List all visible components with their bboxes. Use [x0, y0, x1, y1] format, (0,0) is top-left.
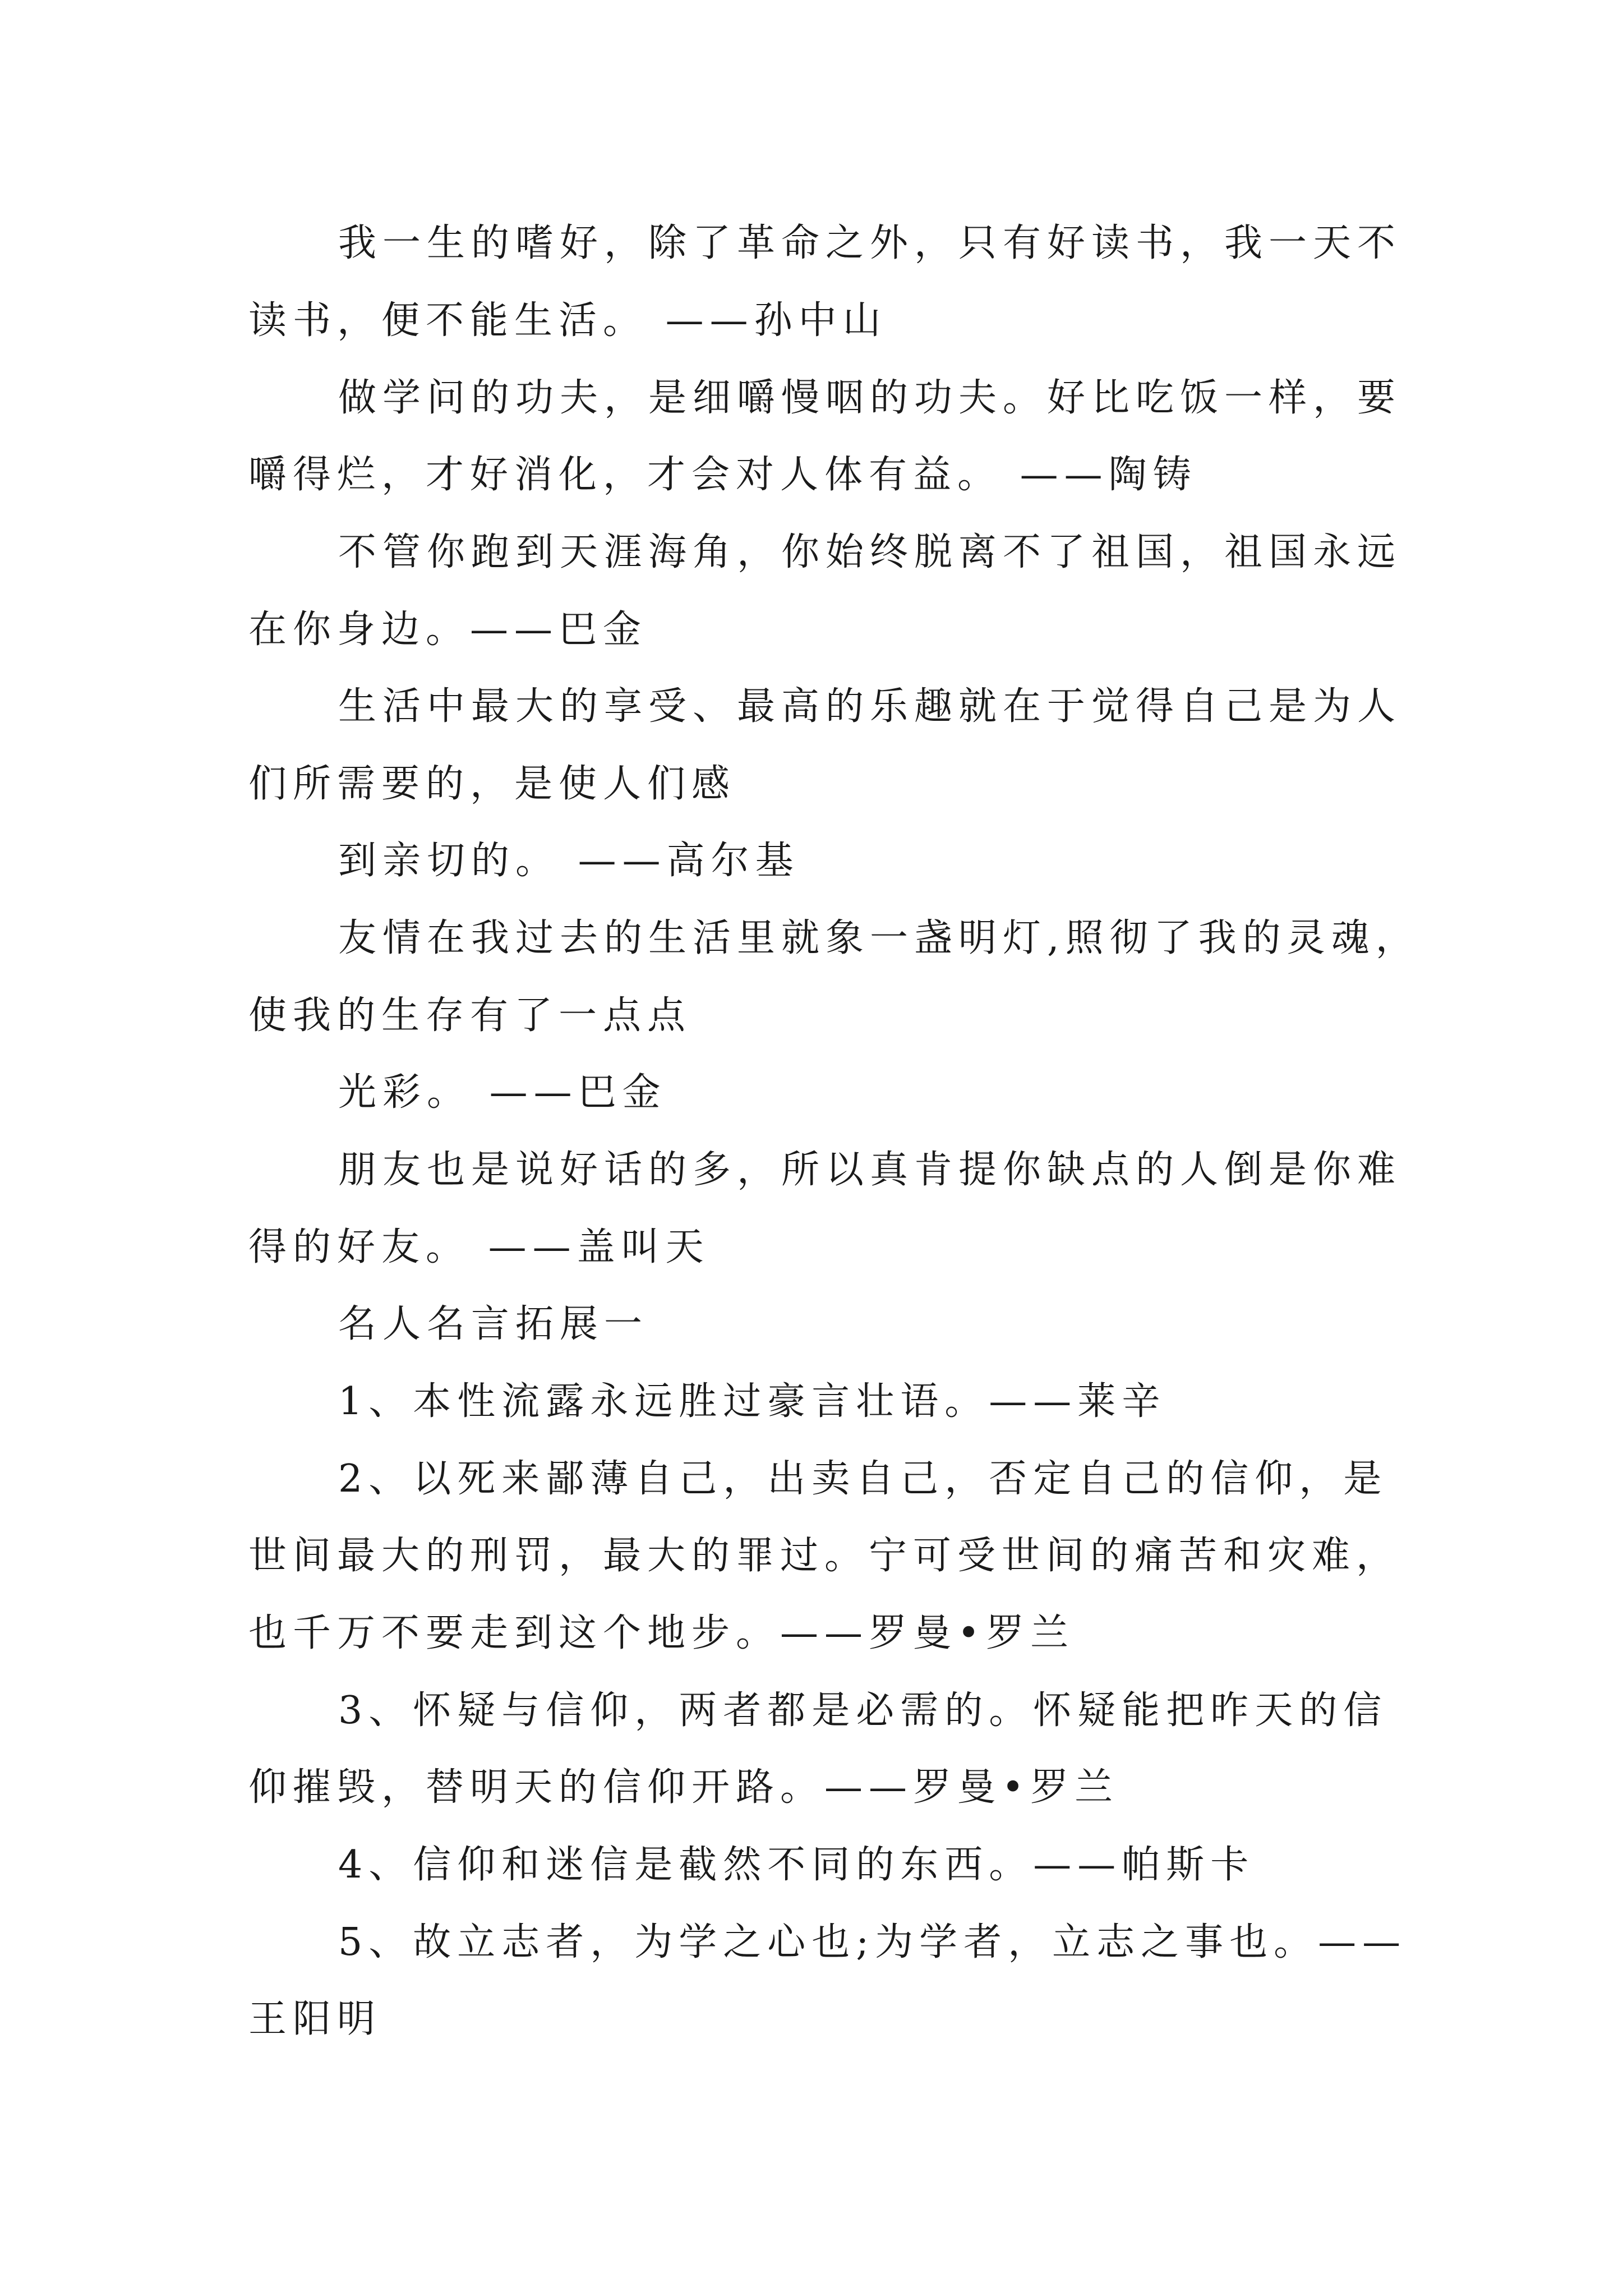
- text-line: 王阳明: [248, 1997, 382, 2041]
- text-line: 做学问的功夫，是细嚼慢咽的功夫。好比吃饭一样，要: [338, 376, 1402, 420]
- text-line: 仰摧毁，替明天的信仰开路。——罗曼•罗兰: [248, 1765, 1119, 1810]
- text-line: 光彩。 ——巴金: [338, 1070, 667, 1115]
- text-line: 5、故立志者，为学之心也;为学者，立志之事也。——: [338, 1920, 1407, 1964]
- text-line: 读书，便不能生活。 ——孙中山: [248, 298, 887, 343]
- text-line: 生活中最大的享受、最高的乐趣就在于觉得自己是为人: [338, 684, 1402, 729]
- text-line: 友情在我过去的生活里就象一盏明灯,照彻了我的灵魂，: [338, 916, 1420, 960]
- text-line: 使我的生存有了一点点: [248, 993, 692, 1038]
- text-line: 们所需要的，是使人们感: [248, 762, 736, 806]
- text-line: 2、以死来鄙薄自己，出卖自己，否定自己的信仰，是: [338, 1457, 1388, 1501]
- text-line: 在你身边。——巴金: [248, 608, 648, 652]
- text-line: 1、本性流露永远胜过豪言壮语。——莱辛: [338, 1379, 1166, 1424]
- text-line: 4、信仰和迷信是截然不同的东西。——帕斯卡: [338, 1843, 1255, 1887]
- text-line: 世间最大的刑罚，最大的罪过。宁可受世间的痛苦和灾难，: [248, 1534, 1401, 1578]
- text-line: 我一生的嗜好，除了革命之外，只有好读书，我一天不: [338, 221, 1402, 265]
- text-line: 朋友也是说好话的多，所以真肯提你缺点的人倒是你难: [338, 1148, 1402, 1192]
- section-heading: 名人名言拓展一: [338, 1302, 649, 1346]
- text-line: 得的好友。 ——盖叫天: [248, 1225, 710, 1269]
- text-line: 不管你跑到天涯海角，你始终脱离不了祖国，祖国永远: [338, 530, 1402, 574]
- text-line: 嚼得烂，才好消化，才会对人体有益。 ——陶铸: [248, 453, 1197, 497]
- text-line: 到亲切的。 ——高尔基: [338, 839, 800, 883]
- text-line: 3、怀疑与信仰，两者都是必需的。怀疑能把昨天的信: [338, 1688, 1388, 1733]
- text-line: 也千万不要走到这个地步。——罗曼•罗兰: [248, 1611, 1075, 1655]
